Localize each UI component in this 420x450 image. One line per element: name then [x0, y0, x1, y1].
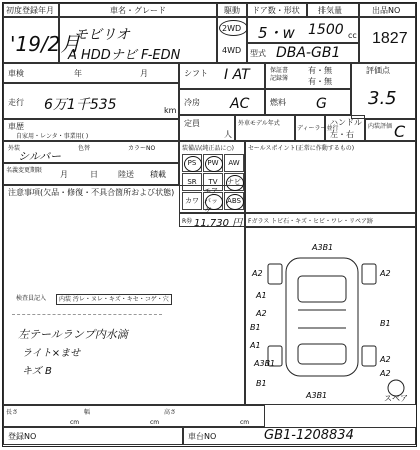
damage-mark: A2 — [252, 269, 263, 278]
car-diagram: A3B1 A2 A2 A1 A2 B1 B1 A1 A3B1 A2 A2 B1 A3B1 スペア — [245, 227, 416, 405]
name-change-row: 名義変更期限 月 日 陸送 積載 — [3, 163, 179, 185]
equipment-box: 装備品(純正品に○) PS PW AW SR TV ナビ カワ エアバッグ ABS — [179, 141, 245, 213]
drive-cell: 2WD 4WD — [217, 17, 247, 63]
score-cell: 評価点 3.5 — [351, 63, 416, 119]
damage-mark: A2 — [380, 369, 391, 378]
equipment-item: ナビ — [224, 173, 244, 191]
shift-cell: シフト I AT — [179, 63, 265, 89]
lot-cell: 1827 — [359, 17, 416, 63]
equipment-item: PW — [203, 154, 223, 172]
equipment-item: PS — [182, 154, 202, 172]
name-grade-header: 車名・グレード — [59, 3, 217, 17]
selling-points: セールスポイント(正常に作動するもの) — [245, 141, 416, 213]
reg-no-row: 登録NO — [3, 427, 183, 445]
reg-year-header: 初度登録年月 — [3, 3, 59, 17]
name-grade-cell: モビリオ A HDDナビ F-EDN — [59, 17, 217, 63]
equipment-circle — [205, 156, 223, 172]
damage-mark: B1 — [250, 323, 261, 332]
r-ken-cell: R券 11,730 円 — [179, 213, 245, 227]
model-cell: 型式 DBA-GB1 — [247, 43, 359, 63]
damage-mark: B1 — [256, 379, 267, 388]
aircon-cell: 冷房 AC — [179, 89, 265, 115]
exterior-row: 外装 シルバー 色替 カラーNO — [3, 141, 179, 163]
door-displacement-cell: 5・w 1500 cc — [247, 17, 359, 43]
damage-mark: A1 — [256, 291, 267, 300]
reg-year-cell: '19/2月 — [3, 17, 59, 63]
equipment-circle — [184, 156, 202, 172]
interior-cell: 内装評価 C — [365, 119, 416, 141]
history-row: 車歴 自家用・レンタ・事業用( ) — [3, 119, 179, 141]
warranty-cell: 保証書 記録簿 有・無 有・無 — [265, 63, 351, 89]
auction-sheet — [2, 2, 417, 447]
mileage-row: 走行 6万1千535 km — [3, 83, 179, 119]
damage-mark: A3B1 — [254, 359, 276, 368]
damage-mark: A2 — [256, 309, 267, 318]
equipment-item: エアバッグ — [203, 192, 223, 210]
damage-mark: A2 — [380, 269, 391, 278]
displacement-header: 排気量 — [307, 3, 359, 17]
equipment-item: カワ — [182, 192, 202, 210]
glass-cell: Fガラス トビ石・キズ・ヒビ・ワレ・リペア跡 — [245, 213, 416, 227]
damage-mark: B1 — [380, 319, 391, 328]
capacity-cell: 定員 人 — [179, 115, 235, 141]
damage-mark: A2 — [380, 355, 391, 364]
equipment-item: SR — [182, 173, 202, 191]
drive-circle — [219, 20, 248, 36]
shaken-row: 車検 年 月 — [3, 63, 179, 83]
dimensions-row: 長さ cm 幅 cm 高さ cm — [3, 405, 265, 427]
equipment-item: ABS — [224, 192, 244, 210]
equipment-item: TV — [203, 173, 223, 191]
damage-mark: A3B1 — [312, 243, 334, 252]
equipment-item: AW — [224, 154, 244, 172]
model-year-cell: 外車モデル年式 — [235, 115, 295, 141]
handle-cell: ハンドル 左・右 — [325, 115, 365, 141]
dealer-cell: ディーラー並行 — [295, 115, 325, 141]
damage-mark: A1 — [250, 341, 261, 350]
damage-mark: A3B1 — [306, 391, 328, 400]
fuel-cell: 燃料 G — [265, 89, 351, 115]
door-header: ドア数・形状 — [247, 3, 307, 17]
chassis-row: 車台NO GB1-1208834 — [183, 427, 416, 445]
note-divider — [12, 314, 162, 315]
car-outline-svg — [246, 228, 417, 406]
notes-area: 注意事項(欠品・修復・不具合箇所および状態) 検査員記入 内装 汚レ・ヌレ・キズ・キセ・コゲ・穴 左テールランプ内水滴 ライト×ませ キズ B — [3, 185, 245, 405]
drive-header: 駆動 — [217, 3, 247, 17]
lot-header: 出品NO — [359, 3, 416, 17]
